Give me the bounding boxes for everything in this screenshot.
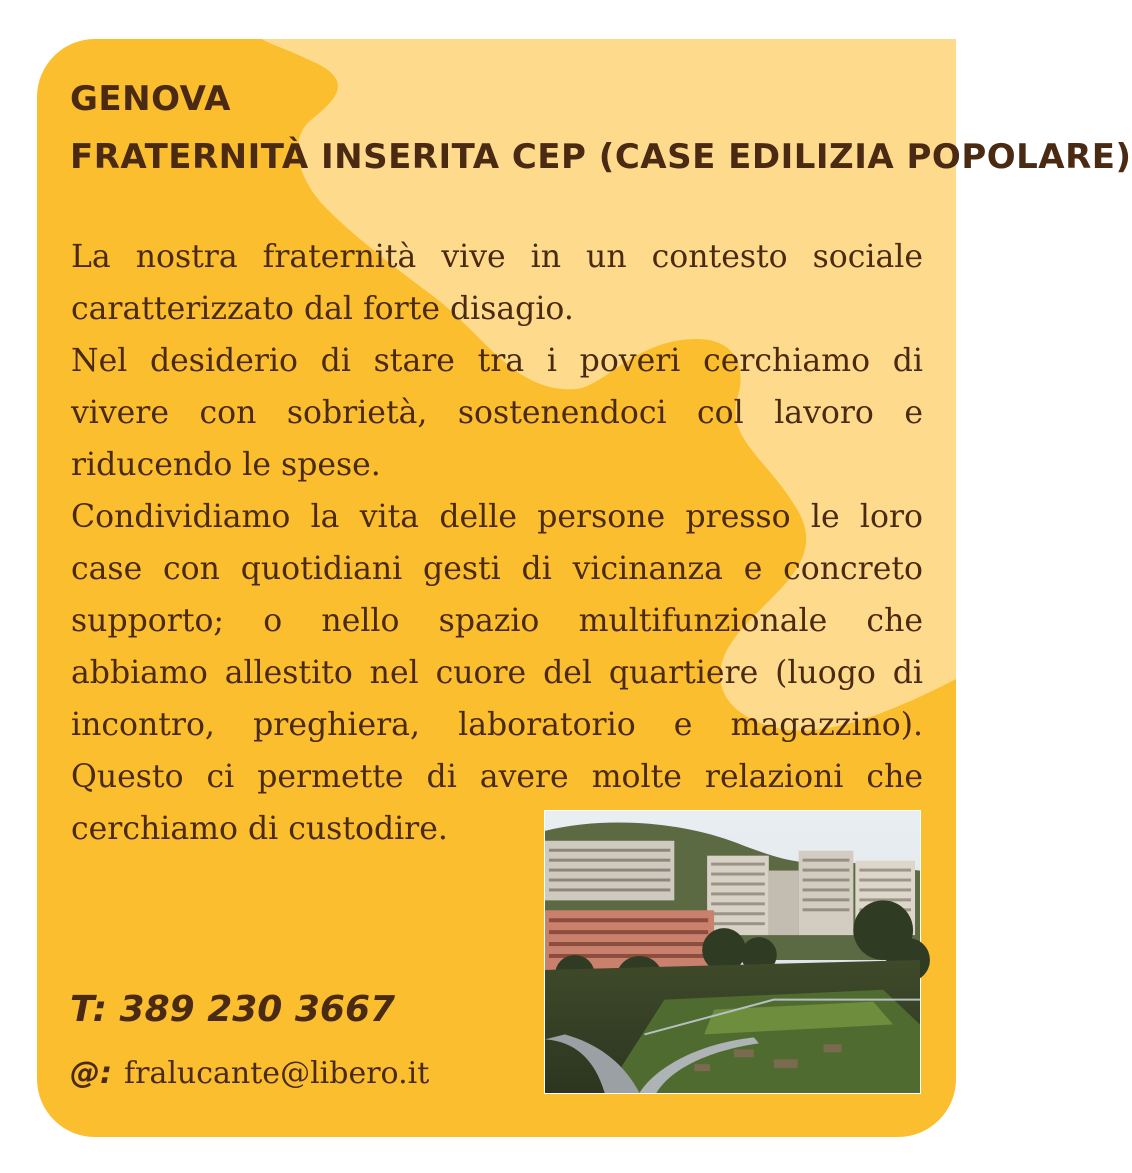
phone-number: T: 389 230 3667 (70, 989, 396, 1030)
email-address[interactable]: fralucante@libero.it (124, 1056, 430, 1091)
paragraph: Condividiamo la vita delle persone presso le loro case con quotidiani gesti di vicinanza e concreto supporto; o nello spazio multifunzionale che abbiamo allestito nel cuore del quartiere (luogo di incontro, preghiera, laboratorio e magazzino). Questo ci permette di avere molte relazioni che cerchiamo di custodire. (71, 499, 923, 847)
community-subtitle: FRATERNITÀ INSERITA CEP (CASE EDILIZIA POPOLARE) (70, 137, 1132, 177)
email-symbol: @: (70, 1056, 112, 1091)
paragraph: Nel desiderio di stare tra i poveri cerchiamo di vivere con sobrietà, sostenendoci col lavoro e riducendo le spese. (71, 343, 923, 483)
info-card (37, 39, 1132, 1137)
email-contact (70, 1056, 429, 1091)
city-title: GENOVA (70, 79, 231, 119)
neighborhood-photo (544, 810, 921, 1094)
description (71, 231, 923, 855)
paragraph: La nostra fraternità vive in un contesto sociale caratterizzato dal forte disagio. (71, 239, 923, 327)
